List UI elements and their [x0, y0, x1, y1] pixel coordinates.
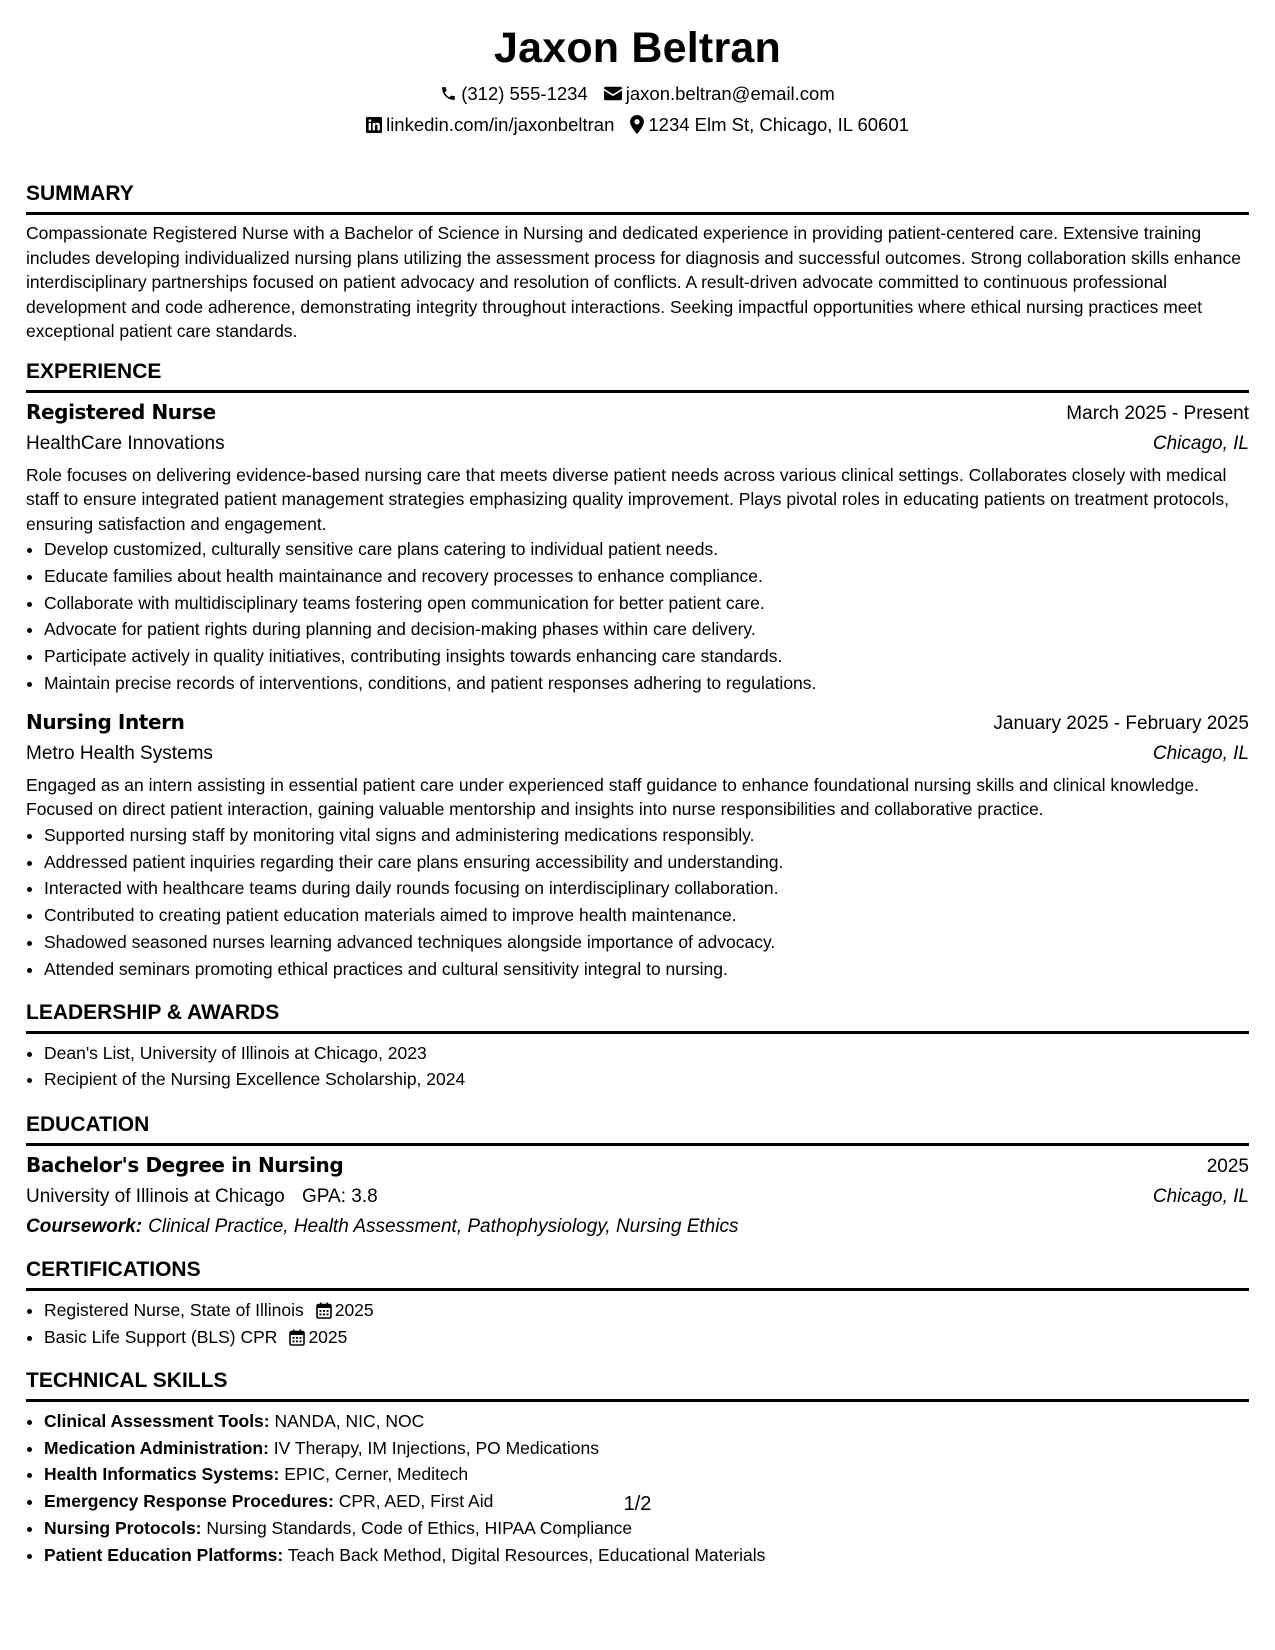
job-dates: March 2025 - Present [1066, 402, 1249, 424]
cert-entry [44, 1324, 347, 1351]
summary-text: Compassionate Registered Nurse with a Bachelor of Science in Nursing and dedicated experience in providing patient-centered care. Extensive training includes developing individualized nursing plans utilizing the assessment process for diagnosis and successful outcomes. Strong collaboration skills enhance interdisciplinary partnerships focused on patient advocacy and resolution of conflicts. A result-driven advocate committed to continuous professional development and code adherence, demonstrating integrity throughout interactions. Seeking impactful opportunities where ethical nursing practices meet exceptional patient care standards. [26, 223, 1241, 341]
job-header [26, 397, 1249, 429]
phone-number: (312) 555-1234 [461, 83, 588, 104]
job-entry [26, 397, 1249, 697]
job-header [26, 707, 1249, 739]
skills-list [26, 1408, 1249, 1569]
certifications-list [26, 1297, 1249, 1351]
contact-row-1 [26, 78, 1249, 109]
address-contact [630, 109, 909, 140]
list-item: • Educate families about health maintainance and recovery processes to enhance compliance. [44, 563, 1249, 590]
email-address[interactable]: jaxon.beltran@email.com [625, 83, 835, 104]
list-item [44, 1461, 1249, 1488]
job-location: Chicago, IL [1152, 432, 1249, 454]
job-subheader [26, 739, 1249, 769]
skill-value: Teach Back Method, Digital Resources, Educational Materials [287, 1544, 766, 1565]
email-contact[interactable] [604, 78, 835, 109]
job-dates: January 2025 - February 2025 [993, 712, 1249, 734]
cert-name: • Basic Life Support (BLS) CPR [44, 1326, 278, 1347]
job-bullets [26, 536, 1249, 697]
school-name: University of Illinois at Chicago [26, 1186, 285, 1208]
education-heading: EDUCATION [26, 1111, 1249, 1146]
job-company: HealthCare Innovations [26, 432, 225, 454]
envelope-icon [604, 86, 622, 101]
list-item: • Interacted with healthcare teams during daily rounds focusing on interdisciplinary collaboration. [44, 875, 1249, 902]
address-text: 1234 Elm St, Chicago, IL 60601 [648, 114, 909, 135]
coursework-list: Clinical Practice, Health Assessment, Pathophysiology, Nursing Ethics [148, 1216, 739, 1238]
list-item [44, 1297, 1249, 1324]
list-item: • Maintain precise records of interventions, conditions, and patient responses adhering to regulations. [44, 670, 1249, 697]
school-location: Chicago, IL [1152, 1186, 1249, 1208]
job-subheader [26, 429, 1249, 459]
list-item: • Attended seminars promoting ethical practices and cultural sensitivity integral to nursing. [44, 956, 1249, 983]
list-item [44, 1435, 1249, 1462]
list-item: • Addressed patient inquiries regarding their care plans ensuring accessibility and understanding. [44, 849, 1249, 876]
job-description: Engaged as an intern assisting in essential patient care under experienced staff guidance to enhance foundational nursing skills and clinical knowledge. Focused on direct patient interaction, gaining valuable mentorship and insights into nurse responsibilities and collaborative practice. [26, 774, 1199, 820]
job-entry [26, 707, 1249, 983]
list-item [44, 1515, 1249, 1542]
education-header [26, 1150, 1249, 1182]
linkedin-icon [366, 117, 382, 133]
resume-page [26, 18, 1249, 1569]
school-info [26, 1182, 378, 1212]
list-item: • Recipient of the Nursing Excellence Scholarship, 2024 [44, 1066, 1249, 1093]
page-number: 1/2 [623, 1493, 652, 1515]
education-subheader [26, 1182, 1249, 1212]
cert-year: 2025 [308, 1326, 348, 1347]
list-item [44, 1542, 1249, 1569]
list-item: • Develop customized, culturally sensitive care plans catering to individual patient needs. [44, 536, 1249, 563]
job-title: Nursing Intern [26, 709, 185, 734]
skill-label: Medication Administration: [44, 1437, 269, 1458]
candidate-name: Jaxon Beltran [494, 24, 781, 72]
list-item: • Contributed to creating patient education materials aimed to improve health maintenance. [44, 902, 1249, 929]
list-item: • Shadowed seasoned nurses learning advanced techniques alongside importance of advocacy. [44, 929, 1249, 956]
skills-heading: TECHNICAL SKILLS [26, 1367, 1249, 1402]
map-pin-icon [630, 115, 644, 134]
job-company: Metro Health Systems [26, 742, 213, 764]
list-item: • Supported nursing staff by monitoring vital signs and administering medications responsibly. [44, 822, 1249, 849]
skill-label: Nursing Protocols: [44, 1517, 202, 1538]
job-description: Role focuses on delivering evidence-based nursing care that meets diverse patient needs across various clinical settings. Collaborates closely with medical staff to ensure integrated patient management strategies emphasizing quality improvement. Plays pivotal roles in educating patients on treatment protocols, ensuring satisfaction and engagement. [26, 464, 1229, 534]
calendar-icon [316, 1302, 332, 1319]
job-title: Registered Nurse [26, 399, 216, 424]
coursework-line [26, 1212, 1249, 1242]
skill-label: Emergency Response Procedures: [44, 1491, 334, 1512]
cert-year: 2025 [334, 1300, 374, 1321]
linkedin-url[interactable]: linkedin.com/in/jaxonbeltran [386, 114, 615, 135]
skill-value: Nursing Standards, Code of Ethics, HIPAA Compliance [206, 1517, 633, 1538]
skill-label: Clinical Assessment Tools: [44, 1410, 270, 1431]
phone-contact [440, 78, 588, 109]
skill-label: Health Informatics Systems: [44, 1464, 280, 1485]
education-section [26, 1111, 1249, 1242]
job-bullets [26, 822, 1249, 983]
list-item [44, 1408, 1249, 1435]
leadership-section [26, 999, 1249, 1094]
degree-title: Bachelor's Degree in Nursing [26, 1153, 344, 1178]
experience-section [26, 358, 1249, 983]
gpa: GPA: 3.8 [302, 1186, 378, 1208]
leadership-list [26, 1040, 1249, 1094]
summary-section [26, 180, 1249, 344]
list-item: • Participate actively in quality initiatives, contributing insights towards enhancing care standards. [44, 643, 1249, 670]
contact-row-2 [26, 109, 1249, 140]
skills-section [26, 1367, 1249, 1569]
list-item: • Dean's List, University of Illinois at Chicago, 2023 [44, 1040, 1249, 1067]
list-item [44, 1324, 1249, 1351]
job-location: Chicago, IL [1152, 742, 1249, 764]
calendar-icon [289, 1329, 305, 1346]
skill-value: CPR, AED, First Aid [338, 1491, 494, 1512]
skill-value: NANDA, NIC, NOC [274, 1410, 425, 1431]
certifications-section [26, 1256, 1249, 1351]
coursework-label: Coursework: [26, 1216, 143, 1238]
summary-heading: SUMMARY [26, 180, 1249, 215]
skill-label: Patient Education Platforms: [44, 1544, 284, 1565]
list-item: • Collaborate with multidisciplinary teams fostering open communication for better patient care. [44, 590, 1249, 617]
list-item: • Advocate for patient rights during planning and decision-making phases within care delivery. [44, 616, 1249, 643]
skill-value: IV Therapy, IM Injections, PO Medications [273, 1437, 599, 1458]
cert-name: • Registered Nurse, State of Illinois [44, 1300, 304, 1321]
leadership-heading: LEADERSHIP & AWARDS [26, 999, 1249, 1034]
phone-icon [440, 85, 457, 102]
certifications-heading: CERTIFICATIONS [26, 1256, 1249, 1291]
linkedin-contact[interactable] [366, 109, 614, 140]
skill-value: EPIC, Cerner, Meditech [284, 1464, 469, 1485]
graduation-year: 2025 [1206, 1156, 1249, 1178]
cert-entry [44, 1297, 374, 1324]
experience-heading: EXPERIENCE [26, 358, 1249, 393]
